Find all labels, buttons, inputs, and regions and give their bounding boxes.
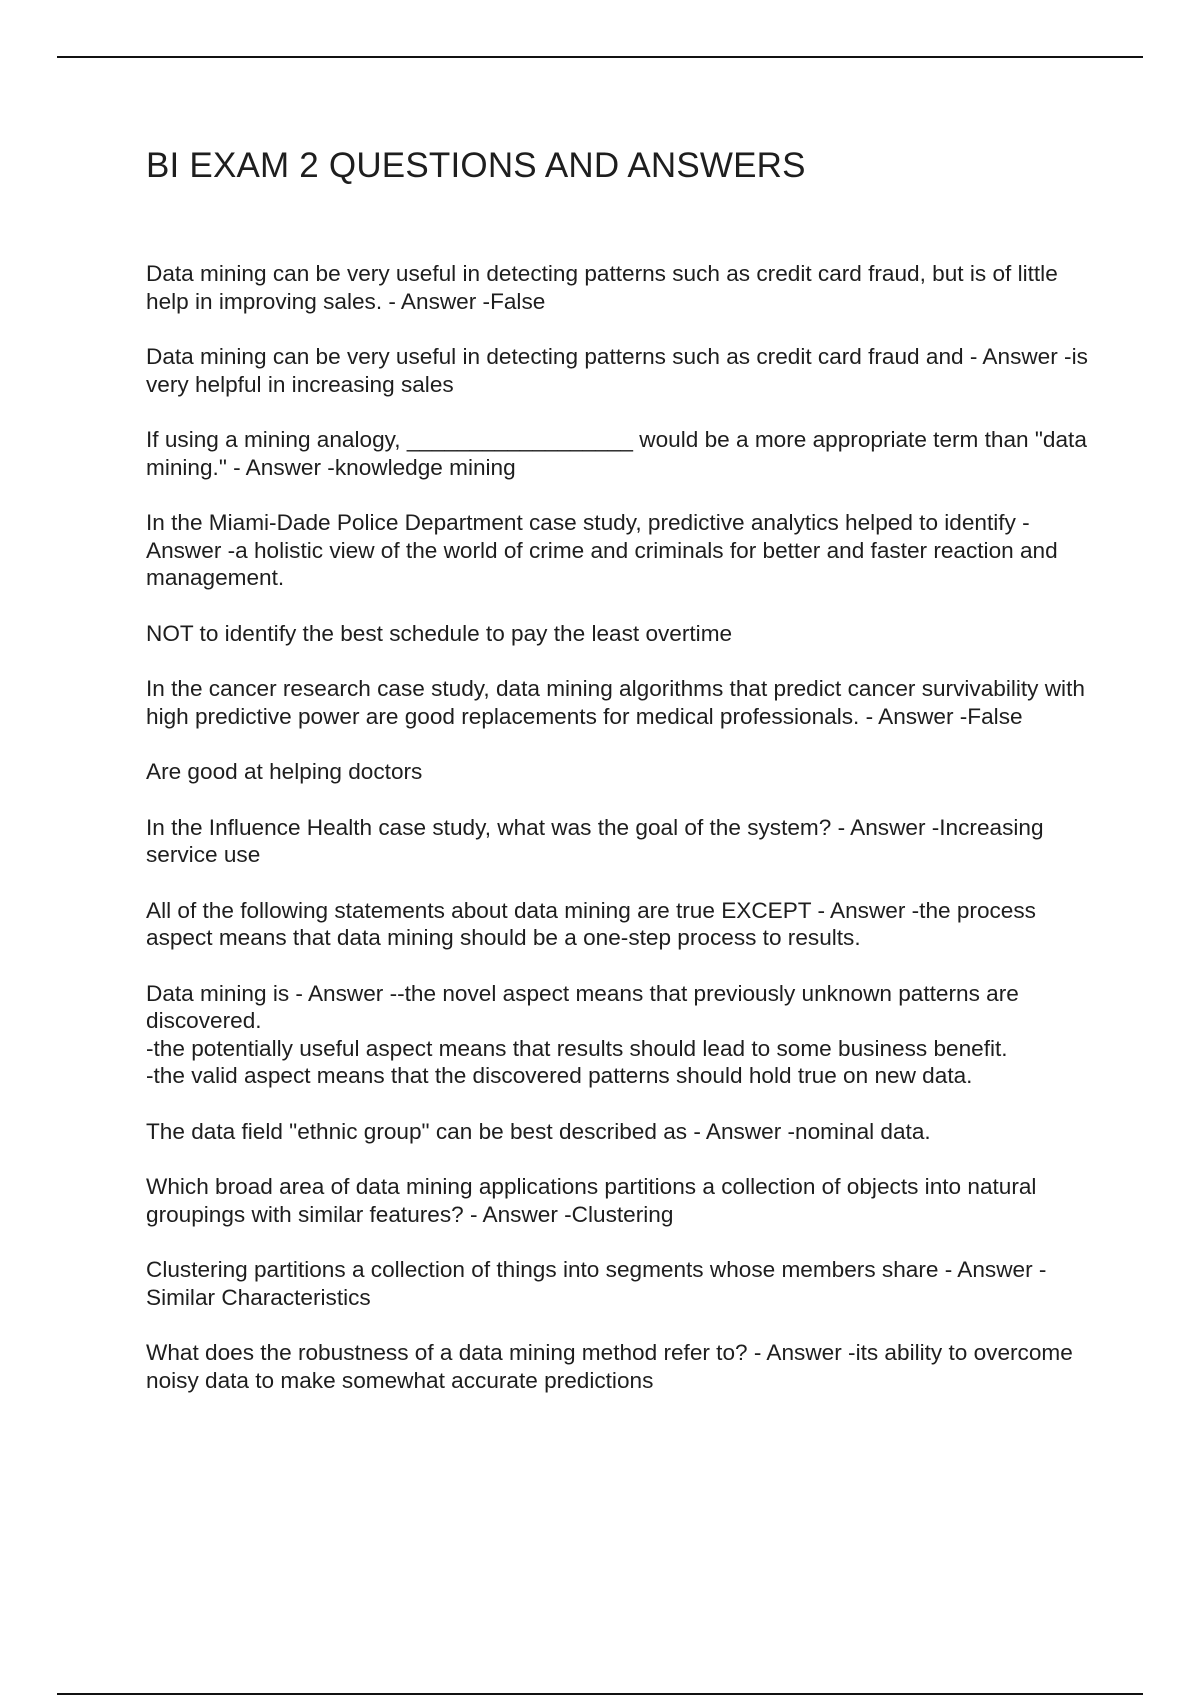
top-rule — [57, 56, 1143, 58]
qa-entry: Data mining can be very useful in detecting patterns such as credit card fraud, but is of little help in improving sales. - Answer -False — [146, 261, 1058, 314]
qa-entry: If using a mining analogy, __________________ would be a more appropriate term than "data mining." - Answer -knowledge mining — [146, 427, 1087, 480]
bottom-rule — [57, 1693, 1143, 1695]
qa-entry: In the Influence Health case study, what was the goal of the system? - Answer -Increasing service use — [146, 814, 1044, 867]
qa-entry: Are good at helping doctors — [146, 759, 423, 784]
qa-entry: In the cancer research case study, data mining algorithms that predict cancer survivability with high predictive power are good replacements for medical professionals. - Answer -False — [146, 676, 1085, 729]
document-title: BI EXAM 2 QUESTIONS AND ANSWERS — [146, 146, 806, 185]
qa-entry: Which broad area of data mining applications partitions a collection of objects into natural groupings with similar features? - Answer -Clustering — [146, 1174, 1037, 1227]
qa-entry: What does the robustness of a data mining method refer to? - Answer -its ability to overcome noisy data to make somewhat accurate predictions — [146, 1340, 1073, 1393]
qa-entry: In the Miami-Dade Police Department case study, predictive analytics helped to identify - Answer -a holistic view of the world of crime and criminals for better and faster reaction and management. — [146, 510, 1058, 590]
qa-entry: Clustering partitions a collection of things into segments whose members share - Answer -Similar Characteristics — [146, 1257, 1047, 1310]
qa-entry: All of the following statements about data mining are true EXCEPT - Answer -the process aspect means that data mining should be a one-step process to results. — [146, 897, 1036, 950]
qa-entry: NOT to identify the best schedule to pay the least overtime — [146, 620, 733, 646]
qa-list — [146, 260, 1096, 1394]
qa-entry: Data mining is - Answer --the novel aspect means that previously unknown patterns are discovered. -the potentially useful aspect means that results should lead to some business benefit. -the valid aspect means that the discovered patterns should hold true on new data. — [146, 980, 1019, 1088]
qa-entry: The data field "ethnic group" can be best described as - Answer -nominal data. — [146, 1118, 931, 1144]
qa-entry: Data mining can be very useful in detecting patterns such as credit card fraud and - Answer -is very helpful in increasing sales — [146, 344, 1088, 397]
document-body — [146, 142, 1096, 1422]
